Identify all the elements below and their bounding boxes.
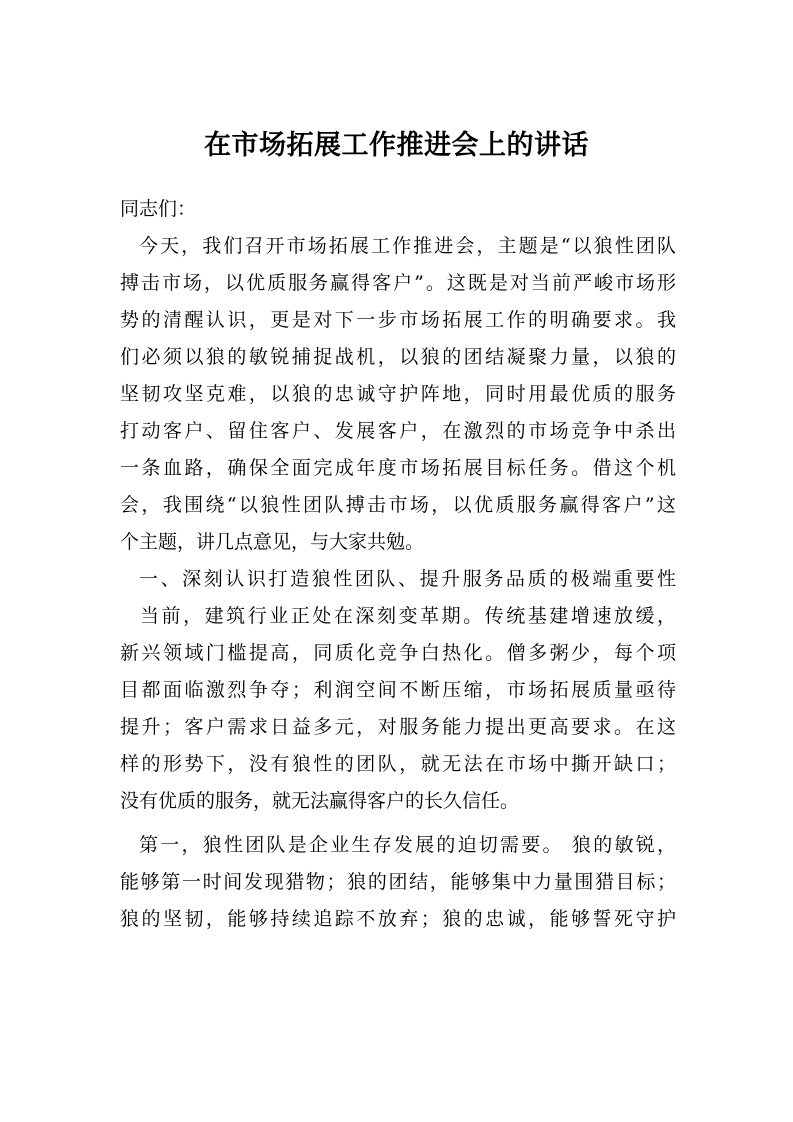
body-line: 能够第一时间发现猎物；狼的团结，能够集中力量围猎目标； (120, 871, 676, 893)
body-line: 坚韧攻坚克难，以狼的忠诚守护阵地，同时用最优质的服务 (120, 383, 676, 405)
body-line: 一条血路，确保全面完成年度市场拓展目标任务。借这个机 (120, 457, 676, 479)
body-line: 打动客户、留住客户、发展客户，在激烈的市场竞争中杀出 (120, 420, 676, 442)
body-line: 没有优质的服务，就无法赢得客户的长久信任。 (120, 790, 520, 812)
body-line: 势的清醒认识，更是对下一步市场拓展工作的明确要求。我 (120, 309, 676, 331)
body-line: 新兴领域门槛提高，同质化竞争白热化。僧多粥少，每个项 (120, 642, 676, 664)
body-line: 们必须以狼的敏锐捕捉战机，以狼的团结凝聚力量，以狼的 (120, 346, 676, 368)
body-line: 今天，我们召开市场拓展工作推进会，主题是“以狼性团队 (139, 235, 676, 257)
body-line: 个主题，讲几点意见，与大家共勉。 (120, 531, 425, 553)
body-line: 第一，狼性团队是企业生存发展的迫切需要。 狼的敏锐， (139, 834, 676, 856)
body-line: 会，我围绕“以狼性团队搏击市场，以优质服务赢得客户”这 (120, 494, 676, 516)
body-line: 狼的坚韧，能够持续追踪不放弃；狼的忠诚，能够誓死守护 (120, 908, 676, 930)
body-line: 样的形势下，没有狼性的团队，就无法在市场中撕开缺口； (120, 753, 676, 775)
body-line: 提升；客户需求日益多元，对服务能力提出更高要求。在这 (120, 716, 676, 738)
salutation: 同志们： (120, 198, 197, 220)
document-title: 在市场拓展工作推进会上的讲话 (204, 130, 589, 161)
body-line: 搏击市场，以优质服务赢得客户”。这既是对当前严峻市场形 (120, 272, 676, 294)
body-line: 目都面临激烈争夺；利润空间不断压缩，市场拓展质量亟待 (120, 679, 676, 701)
section-heading: 一、深刻认识打造狼性团队、提升服务品质的极端重要性 (139, 568, 676, 590)
body-line: 当前，建筑行业正处在深刻变革期。传统基建增速放缓， (140, 605, 676, 627)
document-body (120, 191, 676, 938)
